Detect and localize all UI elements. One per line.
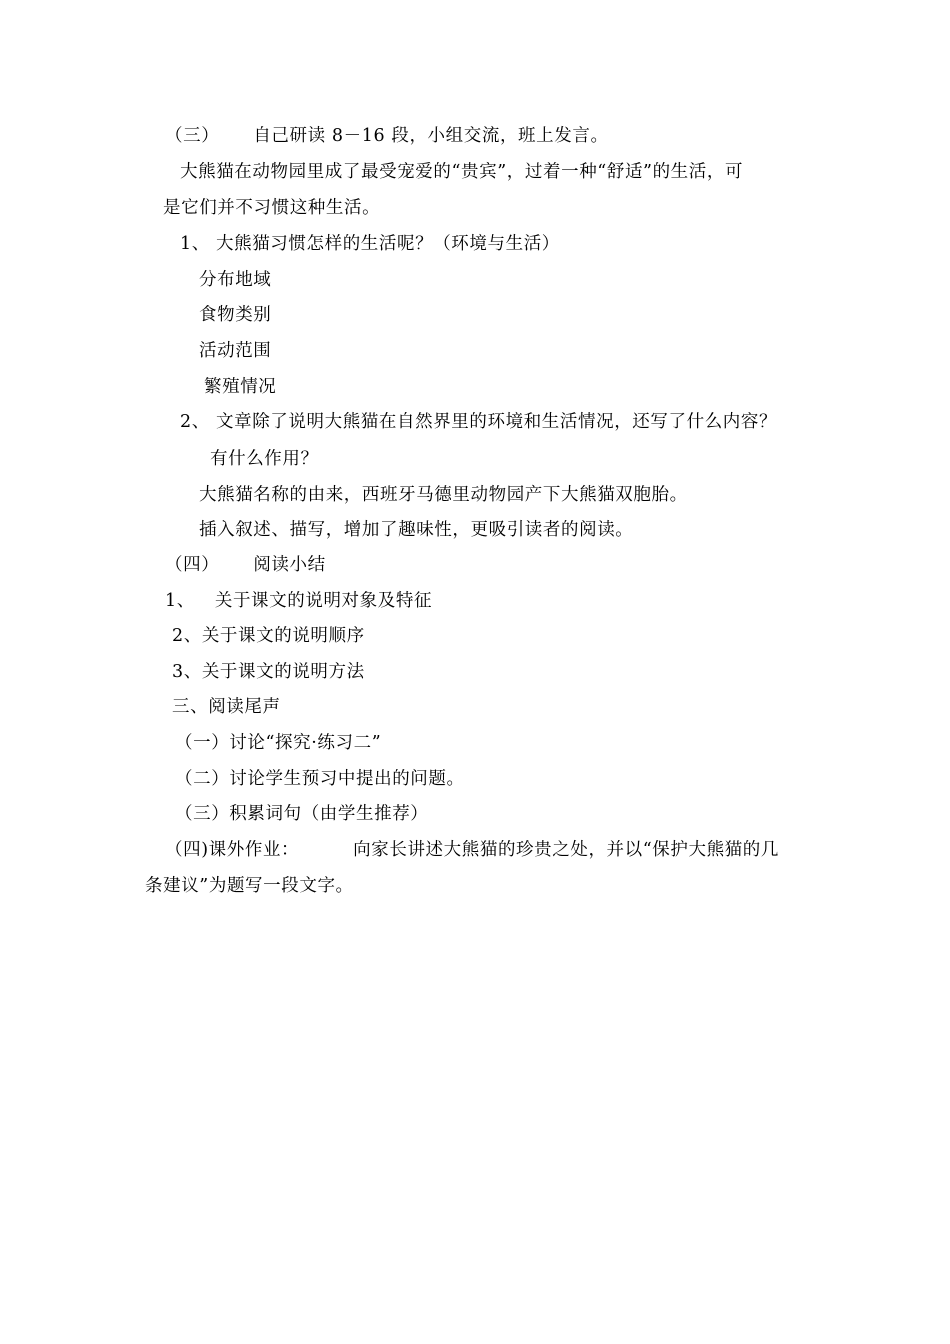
answer-2-line-1: 大熊猫名称的由来，西班牙马德里动物园产下大熊猫双胞胎。	[199, 485, 688, 505]
section-4-text: 阅读小结	[253, 555, 326, 575]
homework-text: 向家长讲述大熊猫的珍贵之处，并以“保护大熊猫的几	[353, 840, 779, 860]
summary-item-1-number: 1、	[165, 591, 195, 611]
part-3-item: （二）讨论学生预习中提出的问题。	[175, 769, 465, 789]
paragraph-line-2: 是它们并不习惯这种生活。	[163, 198, 381, 218]
question-1-item: 分布地域	[199, 270, 272, 290]
section-3-text: 自己研读 8－16 段，小组交流，班上发言。	[253, 126, 609, 146]
question-2-line-1: 2、 文章除了说明大熊猫在自然界里的环境和生活情况，还写了什么内容？	[180, 412, 778, 432]
section-3-label: （三）	[165, 126, 220, 146]
question-1-item: 繁殖情况	[204, 377, 277, 397]
section-4-heading	[165, 553, 326, 577]
paragraph-line-1: 大熊猫在动物园里成了最受宠爱的“贵宾”，过着一种“舒适”的生活，可	[180, 162, 744, 182]
section-4-label: （四）	[165, 555, 220, 575]
section-3-heading	[165, 124, 609, 148]
question-1: 1、 大熊猫习惯怎样的生活呢？（环境与生活）	[180, 234, 560, 254]
question-1-item: 活动范围	[199, 341, 272, 361]
summary-item-1	[165, 589, 432, 613]
homework-label: （四)课外作业：	[165, 840, 300, 860]
homework-continuation: 条建议”为题写一段文字。	[145, 876, 354, 896]
homework-line	[165, 838, 779, 862]
summary-item-2: 2、关于课文的说明顺序	[172, 626, 365, 646]
question-1-item: 食物类别	[199, 305, 272, 325]
answer-2-line-2: 插入叙述、描写，增加了趣味性，更吸引读者的阅读。	[199, 520, 634, 540]
summary-item-1-text: 关于课文的说明对象及特征	[214, 591, 433, 611]
part-3-item: （一）讨论“探究·练习二”	[175, 733, 382, 753]
question-2-line-2: 有什么作用？	[210, 449, 319, 469]
part-3-heading: 三、阅读尾声	[172, 697, 281, 717]
part-3-item: （三）积累词句（由学生推荐）	[175, 804, 429, 824]
summary-item-3: 3、关于课文的说明方法	[172, 662, 365, 682]
